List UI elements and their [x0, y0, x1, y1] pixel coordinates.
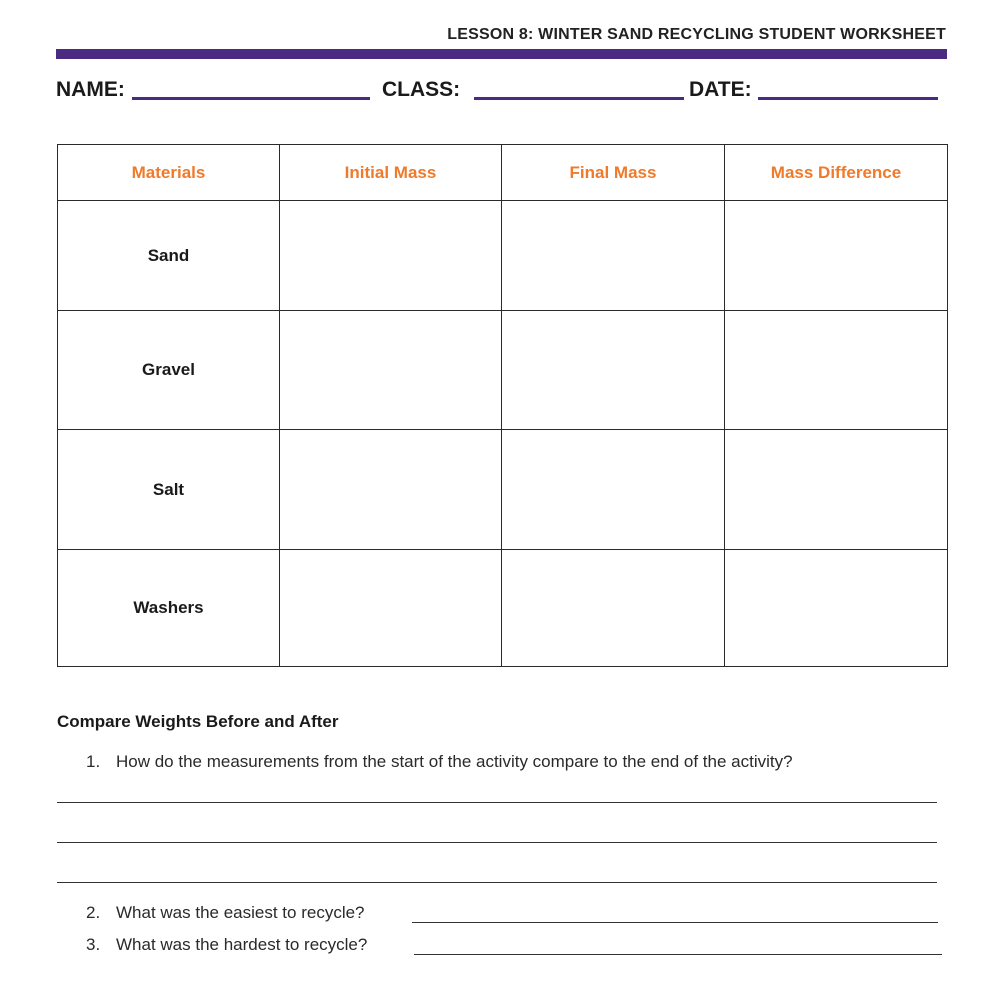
table-row: [58, 430, 948, 550]
answer-line-1b[interactable]: [57, 842, 937, 843]
table-row: [58, 550, 948, 667]
student-info-row: [56, 78, 946, 108]
material-cell: Sand: [58, 201, 280, 311]
date-label: DATE:: [689, 78, 752, 101]
question-text: How do the measurements from the start of the activity compare to the end of the activity?: [116, 752, 793, 771]
final-mass-cell[interactable]: [502, 311, 725, 430]
mass-difference-cell[interactable]: [725, 430, 948, 550]
column-header-initial-mass: Initial Mass: [280, 145, 502, 201]
name-field[interactable]: [132, 97, 370, 100]
question-3: [86, 935, 367, 955]
question-2: [86, 903, 365, 923]
question-number: 2.: [86, 903, 101, 922]
question-text: What was the hardest to recycle?: [116, 935, 368, 954]
initial-mass-cell[interactable]: [280, 311, 502, 430]
answer-line-1a[interactable]: [57, 802, 937, 803]
question-text: What was the easiest to recycle?: [116, 903, 365, 922]
column-header-final-mass: Final Mass: [502, 145, 725, 201]
initial-mass-cell[interactable]: [280, 430, 502, 550]
answer-line-1c[interactable]: [57, 882, 937, 883]
mass-difference-cell[interactable]: [725, 311, 948, 430]
date-field[interactable]: [758, 97, 938, 100]
class-field[interactable]: [474, 97, 684, 100]
answer-line-2[interactable]: [412, 922, 938, 923]
header-accent-bar: [56, 49, 947, 59]
mass-difference-cell[interactable]: [725, 550, 948, 667]
initial-mass-cell[interactable]: [280, 201, 502, 311]
question-number: 3.: [86, 935, 101, 954]
material-cell: Gravel: [58, 311, 280, 430]
final-mass-cell[interactable]: [502, 201, 725, 311]
mass-difference-cell[interactable]: [725, 201, 948, 311]
worksheet-title: LESSON 8: WINTER SAND RECYCLING STUDENT WORKSHEET: [447, 26, 946, 43]
column-header-mass-difference: Mass Difference: [725, 145, 948, 201]
material-cell: Washers: [58, 550, 280, 667]
final-mass-cell[interactable]: [502, 550, 725, 667]
column-header-materials: Materials: [58, 145, 280, 201]
table-header-row: [58, 145, 948, 201]
table-row: [58, 201, 948, 311]
question-number: 1.: [86, 752, 101, 771]
section-title: Compare Weights Before and After: [57, 712, 339, 731]
final-mass-cell[interactable]: [502, 430, 725, 550]
name-label: NAME:: [56, 78, 125, 101]
material-cell: Salt: [58, 430, 280, 550]
initial-mass-cell[interactable]: [280, 550, 502, 667]
question-1: [86, 752, 793, 772]
answer-line-3[interactable]: [414, 954, 942, 955]
table-row: [58, 311, 948, 430]
mass-table: [57, 144, 948, 667]
class-label: CLASS:: [382, 78, 461, 101]
